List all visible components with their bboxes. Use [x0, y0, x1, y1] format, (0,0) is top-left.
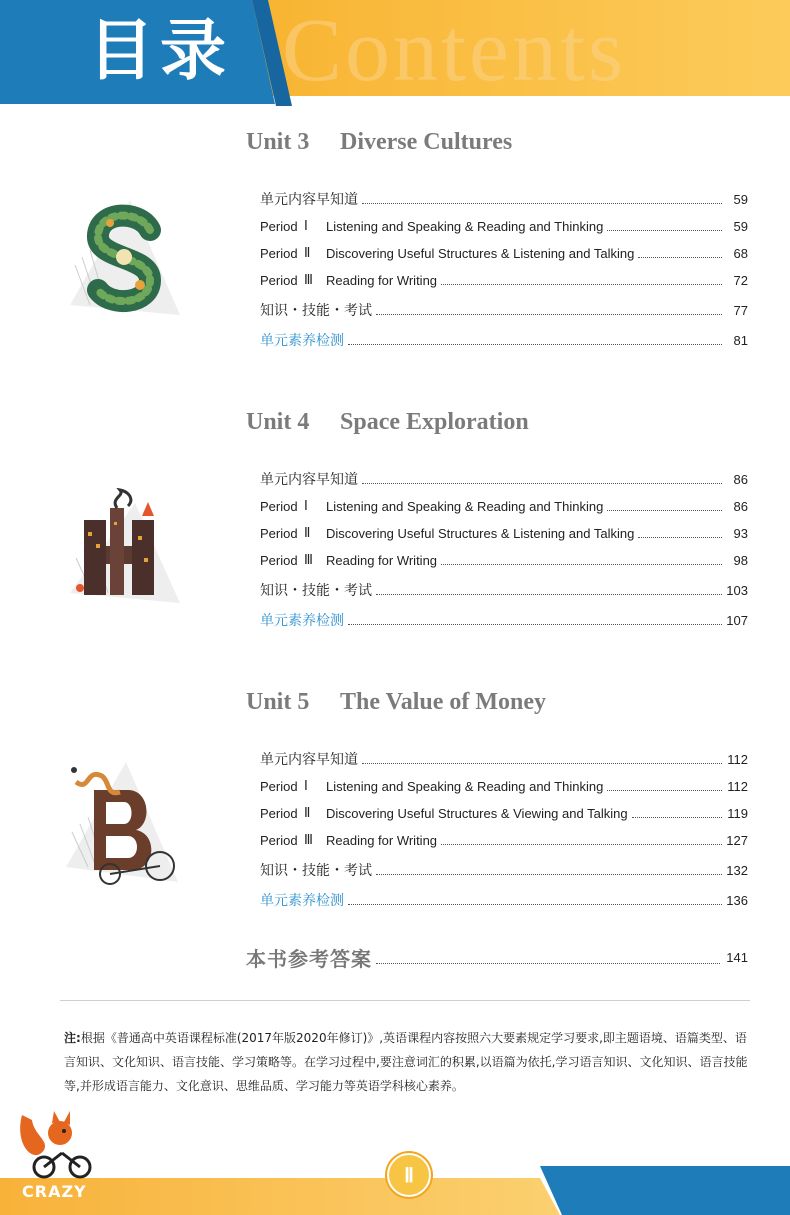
period-prefix: Period — [260, 552, 298, 568]
page-number: 86 — [733, 471, 748, 487]
dot-leader — [376, 305, 722, 315]
row-label: 单元内容早知道 — [260, 752, 358, 768]
page-number: 93 — [733, 525, 748, 541]
row-label: 知识・技能・考试 — [260, 303, 372, 319]
unit-name: The Value of Money — [340, 689, 547, 715]
unit-number: Unit 5 — [246, 689, 310, 715]
answer-key-label: 本书参考答案 — [246, 946, 372, 971]
period-prefix: Period — [260, 778, 298, 794]
toc-row[interactable] — [260, 610, 748, 630]
page-number: 141 — [726, 949, 748, 965]
unit-number: Unit 4 — [246, 409, 310, 435]
period-prefix: Period — [260, 245, 298, 261]
row-label: Listening and Speaking & Reading and Thinking — [326, 498, 604, 514]
unit-5-title — [246, 689, 546, 716]
footnote — [64, 1026, 754, 1098]
period-roman: Ⅱ — [304, 245, 311, 260]
unit-3-title — [246, 129, 512, 156]
row-label: 单元内容早知道 — [260, 192, 358, 208]
row-label: 单元内容早知道 — [260, 472, 358, 488]
dot-leader — [348, 615, 722, 625]
toc-row[interactable] — [260, 330, 748, 350]
toc-row[interactable] — [260, 580, 748, 600]
toc-row[interactable] — [260, 216, 748, 236]
letter-s-illustration — [70, 195, 180, 335]
dot-leader — [376, 865, 722, 875]
unit-name: Diverse Cultures — [340, 129, 513, 155]
dot-leader — [632, 808, 722, 818]
toc-row[interactable] — [260, 496, 748, 516]
row-label: 单元素养检测 — [260, 613, 344, 629]
page-number: 68 — [733, 245, 748, 261]
dot-leader — [638, 248, 722, 258]
row-label: Listening and Speaking & Reading and Thinking — [326, 218, 604, 234]
page-number: 59 — [733, 218, 748, 234]
page-number: 112 — [727, 751, 748, 767]
page-number: 103 — [726, 582, 748, 598]
dot-leader — [376, 585, 722, 595]
unit-4-title — [246, 409, 529, 436]
row-label: 单元素养检测 — [260, 333, 344, 349]
toc-row[interactable] — [260, 189, 748, 209]
toc-row[interactable] — [260, 550, 748, 570]
dot-leader — [607, 221, 722, 231]
period-roman: Ⅲ — [304, 832, 313, 847]
page-number-badge: Ⅱ — [387, 1153, 431, 1197]
unit-number: Unit 3 — [246, 129, 310, 155]
divider — [60, 1000, 750, 1001]
toc-row[interactable] — [260, 749, 748, 769]
toc-row[interactable] — [260, 270, 748, 290]
toc-row[interactable] — [260, 243, 748, 263]
period-roman: Ⅲ — [304, 552, 313, 567]
row-label: Discovering Useful Structures & Listening and Talking — [326, 245, 635, 261]
note-text: 根据《普通高中英语课程标准(2017年版2020年修订)》,英语课程内容按照六大要素规定学习要求,即主题语境、语篇类型、语言知识、文化知识、语言技能、学习策略等。在学习过程中,要注意词汇的积累,以语篇为依托,学习语言知识、文化知识、语言技能等,并形成语言能力、文化意识、思维品质、学习能力等英语学科核心素养。 — [64, 1031, 748, 1093]
answer-key-row[interactable] — [246, 944, 748, 970]
period-prefix: Period — [260, 832, 298, 848]
dot-leader — [607, 781, 722, 791]
period-prefix: Period — [260, 498, 298, 514]
dot-leader — [376, 951, 720, 964]
unit-name: Space Exploration — [340, 409, 529, 435]
page-number: 59 — [733, 191, 748, 207]
dot-leader — [607, 501, 722, 511]
period-roman: Ⅰ — [304, 218, 308, 233]
period-prefix: Period — [260, 272, 298, 288]
dot-leader — [441, 835, 722, 845]
page-number: 112 — [727, 778, 748, 794]
brand-logo-text: CRAZY — [22, 1182, 87, 1201]
row-label: Reading for Writing — [326, 272, 438, 288]
period-roman: Ⅱ — [304, 805, 311, 820]
dot-leader — [441, 275, 722, 285]
period-prefix: Period — [260, 525, 298, 541]
dot-leader — [362, 474, 722, 484]
note-prefix: 注: — [64, 1031, 81, 1045]
dot-leader — [348, 895, 722, 905]
page-number: 77 — [733, 302, 748, 318]
toc-row[interactable] — [260, 830, 748, 850]
row-label: 知识・技能・考试 — [260, 863, 372, 879]
page-number: 81 — [733, 332, 748, 348]
row-label: Reading for Writing — [326, 832, 438, 848]
page-number: 72 — [733, 272, 748, 288]
page-number: 136 — [726, 892, 748, 908]
toc-row[interactable] — [260, 776, 748, 796]
toc-row[interactable] — [260, 523, 748, 543]
dot-leader — [362, 194, 722, 204]
letter-h-illustration — [70, 488, 180, 618]
period-roman: Ⅰ — [304, 778, 308, 793]
row-label: Reading for Writing — [326, 552, 438, 568]
row-label: 知识・技能・考试 — [260, 583, 372, 599]
dot-leader — [362, 754, 722, 764]
toc-row[interactable] — [260, 300, 748, 320]
dot-leader — [638, 528, 722, 538]
toc-row[interactable] — [260, 469, 748, 489]
period-roman: Ⅰ — [304, 498, 308, 513]
period-roman: Ⅲ — [304, 272, 313, 287]
page-number: 86 — [733, 498, 748, 514]
row-label: Listening and Speaking & Reading and Thinking — [326, 778, 604, 794]
dot-leader — [348, 335, 722, 345]
toc-row[interactable] — [260, 890, 748, 910]
footer-blue-band — [540, 1166, 790, 1215]
row-label: Discovering Useful Structures & Viewing and Talking — [326, 805, 628, 821]
page-number: 119 — [727, 805, 748, 821]
period-prefix: Period — [260, 805, 298, 821]
page-number: 98 — [733, 552, 748, 568]
row-label: Discovering Useful Structures & Listening and Talking — [326, 525, 635, 541]
header-title-english: Contents — [282, 1, 627, 100]
toc-row[interactable] — [260, 860, 748, 880]
toc-row[interactable] — [260, 803, 748, 823]
period-prefix: Period — [260, 218, 298, 234]
page-number: 127 — [726, 832, 748, 848]
row-label: 单元素养检测 — [260, 893, 344, 909]
header-title-chinese: 目录 — [88, 12, 232, 89]
dot-leader — [441, 555, 722, 565]
fox-cyclist-icon — [14, 1105, 104, 1185]
period-roman: Ⅱ — [304, 525, 311, 540]
letter-b-illustration — [66, 762, 182, 887]
page-number: 132 — [726, 862, 748, 878]
page-number: 107 — [726, 612, 748, 628]
